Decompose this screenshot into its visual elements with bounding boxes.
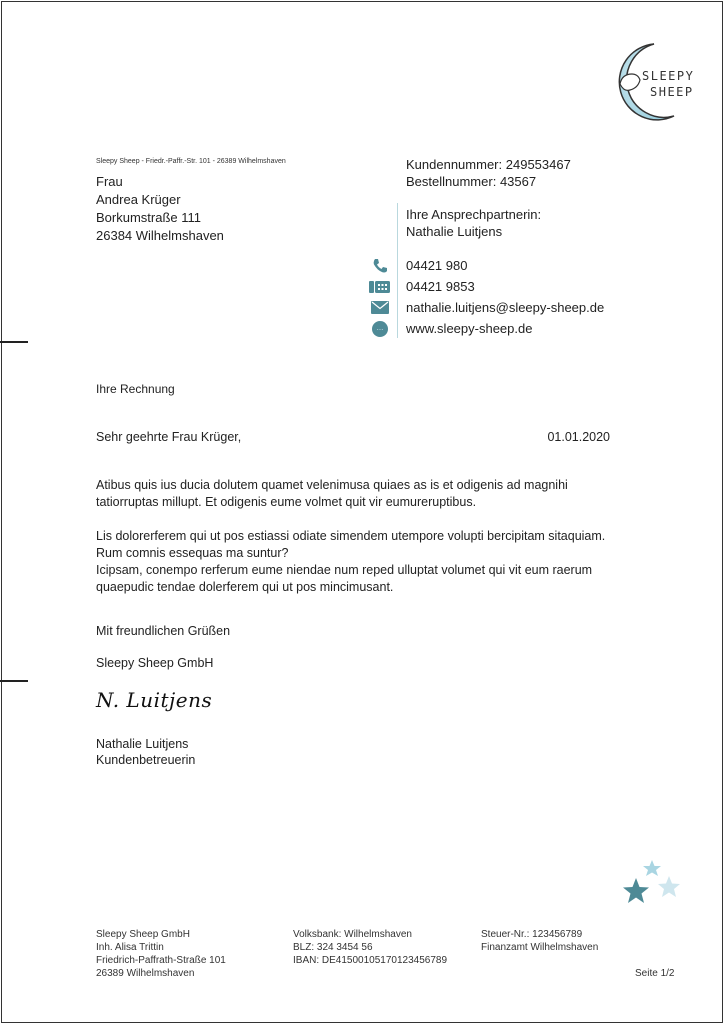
company-name: Sleepy Sheep GmbH: [96, 656, 214, 670]
footer-bank-name: Volksbank: Wilhelmshaven: [293, 929, 412, 940]
website-link[interactable]: www.sleepy-sheep.de: [406, 321, 533, 336]
page-number: Seite 1/2: [635, 968, 675, 979]
closing-phrase: Mit freundlichen Grüßen: [96, 624, 231, 638]
contact-fax: [366, 276, 604, 297]
recipient-address: [96, 173, 224, 245]
star-icon-small: [643, 860, 661, 876]
signer-block: [96, 736, 195, 768]
mail-icon: [366, 297, 394, 318]
fax-icon: [366, 276, 394, 297]
footer-city: 26389 Wilhelmshaven: [96, 968, 195, 979]
contact-heading: Ihre Ansprechpartnerin:: [406, 207, 542, 222]
contact-name: Nathalie Luitjens: [406, 224, 503, 239]
signer-name: Nathalie Luitjens: [96, 737, 189, 751]
customer-number-label: Kundennummer:: [406, 157, 503, 172]
star-icon-pale: [658, 876, 680, 897]
paragraph-1: Atibus quis ius ducia dolutem quamet velenimusa quiaes as is et odigenis ad magnihi tatiorruptas millupt. Et odigenis eume volmet quit vir eumureruptibus.: [96, 478, 568, 509]
footer-tax-office: Finanzamt Wilhelmshaven: [481, 942, 599, 953]
footer-company: [96, 928, 226, 980]
stars-decoration: [618, 858, 688, 914]
recipient-name: Andrea Krüger: [96, 192, 181, 207]
sender-return-line: Sleepy Sheep - Friedr.-Paffr.-Str. 101 - 26389 Wilhelmshaven: [96, 158, 286, 165]
order-number-label: Bestellnummer:: [406, 174, 497, 189]
paragraph-2b: Icipsam, conempo rerferum eume niendae num reped ulluptat volumet qui vit eum raerum quaepudic tendae dolerferem qui ut pos mincimusant.: [96, 563, 593, 594]
letter-subject: Ihre Rechnung: [96, 382, 175, 396]
fold-mark-top: [0, 341, 28, 343]
signature: N. Luitjens: [96, 688, 213, 712]
footer-owner: Inh. Alisa Trittin: [96, 942, 164, 953]
svg-text:···: ···: [376, 325, 384, 334]
footer-tax-number: Steuer-Nr.: 123456789: [481, 929, 583, 940]
logo-text-1: SLEEPY: [642, 69, 695, 83]
signer-title: Kundenbetreuerin: [96, 753, 196, 767]
email-link[interactable]: nathalie.luitjens@sleepy-sheep.de: [406, 300, 605, 315]
paragraph-2: [96, 528, 616, 596]
footer-street: Friedrich-Paffrath-Straße 101: [96, 955, 226, 966]
phone-icon: [366, 255, 394, 276]
paragraph-2a: Lis dolorerferem qui ut pos estiassi odiate simendem utempore volupti bercipitam sitaquiam. Rum comnis essequas ma suntur?: [96, 529, 606, 560]
web-icon: [366, 318, 394, 339]
star-icon-large: [623, 878, 649, 903]
letter-page: [1, 1, 723, 1023]
order-number: 43567: [499, 174, 537, 189]
recipient-salutation: Frau: [96, 174, 123, 189]
contact-person: [406, 206, 541, 240]
footer-iban: IBAN: DE41500105170123456789: [293, 955, 448, 966]
customer-number: 249553467: [505, 157, 571, 172]
recipient-street: Borkumstraße 111: [96, 210, 202, 225]
logo-text-2: SHEEP: [650, 85, 694, 99]
fax-number[interactable]: 04421 9853: [406, 279, 475, 294]
footer-tax: [481, 928, 598, 954]
footer-company-name: Sleepy Sheep GmbH: [96, 929, 190, 940]
letter-date: 01.01.2020: [547, 430, 610, 444]
footer-bank: [293, 928, 447, 967]
letter-greeting: Sehr geehrte Frau Krüger,: [96, 430, 242, 444]
contact-list: [366, 255, 604, 339]
fold-mark-bottom: [0, 680, 28, 682]
contact-web: [366, 318, 604, 339]
contact-phone: [366, 255, 604, 276]
order-meta: [406, 156, 571, 190]
phone-number[interactable]: 04421 980: [406, 258, 468, 273]
sleepy-sheep-logo: [612, 40, 696, 124]
contact-email: [366, 297, 604, 318]
recipient-city: 26384 Wilhelmshaven: [96, 228, 224, 243]
footer-blz: BLZ: 324 3454 56: [293, 942, 373, 953]
